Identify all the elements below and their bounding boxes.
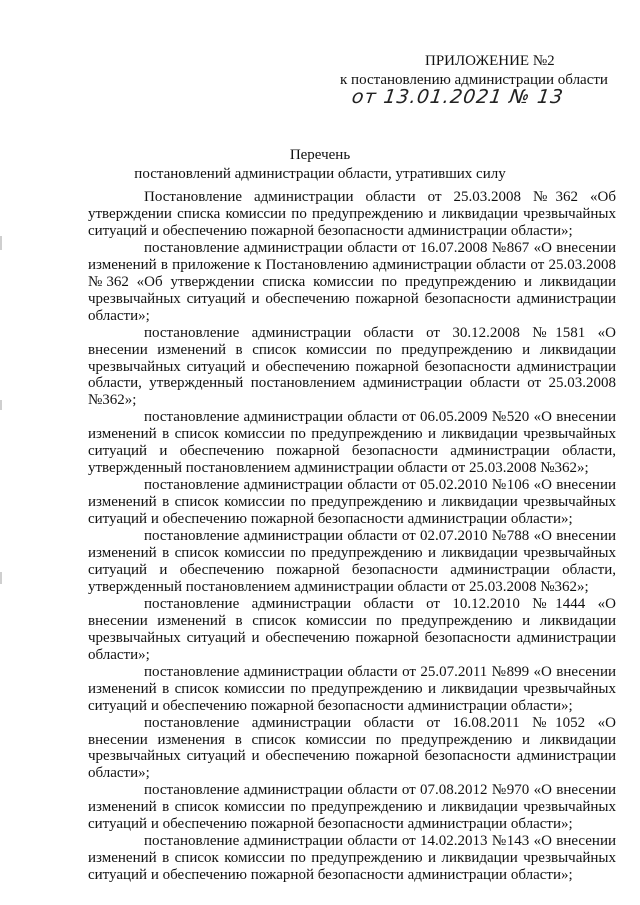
appendix-subtitle: к постановлению администрации области [340, 72, 608, 88]
heading-line-1: Перечень [289, 147, 351, 163]
scan-edge-mark [0, 236, 2, 250]
appendix-block [340, 52, 620, 90]
list-item: постановление администрации области от 25.07.2011 №899 «О внесении изменений в список комиссии по предупреждению и ликвидации чрезвычайных ситуаций и обеспечению пожарной безопасности администрации области»; [88, 663, 616, 714]
list-item: постановление администрации области от 14.02.2013 №143 «О внесении изменений в список комиссии по предупреждению и ликвидации чрезвычайных ситуаций и обеспечению пожарной безопасности администрации области»; [88, 833, 616, 884]
list-item: постановление администрации области от 02.07.2010 №788 «О внесении изменений в список комиссии по предупреждению и ликвидации чрезвычайных ситуаций и обеспечению пожарной безопасности администрации области, утвержденный постановлением администрации области от 25.03.2008 №362»; [88, 528, 616, 595]
list-item: постановление администрации области от 16.07.2008 №867 «О внесении изменений в приложение к Постановлению администрации области от 25.03.2008 №362 «Об утверждении списка комиссии по предупреждению и ликвидации чрезвычайных ситуаций и обеспечению пожарной безопасности администрации области»; [88, 239, 616, 324]
list-item: Постановление администрации области от 25.03.2008 №362 «Об утверждении списка комиссии по предупреждению и ликвидации чрезвычайных ситуаций и обеспечению пожарной безопасности администрации области»; [88, 189, 616, 239]
heading-line-2: постановлений администрации области, утративших силу [134, 166, 506, 182]
list-item: постановление администрации области от 30.12.2008 №1581 «О внесении изменений в список комиссии по предупреждению и ликвидации чрезвычайных ситуаций и обеспечению пожарной безопасности администрации области, утвержденный постановлением администрации области от 25.03.2008 №362»; [88, 324, 616, 409]
list-item: постановление администрации области от 05.02.2010 №106 «О внесении изменений в список комиссии по предупреждению и ликвидации чрезвычайных ситуаций и обеспечению пожарной безопасности администрации области»; [88, 477, 616, 528]
list-item: постановление администрации области от 10.12.2010 №1444 «О внесении изменений в список комиссии по предупреждению и ликвидации чрезвычайных ситуаций и обеспечению пожарной безопасности администрации области»; [88, 595, 616, 663]
list-item: постановление администрации области от 07.08.2012 №970 «О внесении изменений в список комиссии по предупреждению и ликвидации чрезвычайных ситуаций и обеспечению пожарной безопасности администрации области»; [88, 782, 616, 833]
scan-edge-mark [0, 572, 2, 584]
appendix-title: ПРИЛОЖЕНИЕ №2 [425, 53, 555, 69]
list-item: постановление администрации области от 06.05.2009 №520 «О внесении изменений в список комиссии по предупреждению и ликвидации чрезвычайных ситуаций и обеспечению пожарной безопасности администрации области, утвержденный постановлением администрации области от 25.03.2008 №362»; [88, 409, 616, 477]
scan-edge-mark [0, 400, 2, 410]
document-heading [60, 146, 580, 184]
document-body [88, 189, 616, 884]
handwritten-date-number: от 13.01.2021 № 13 [350, 86, 566, 108]
list-item: постановление администрации области от 16.08.2011 №1052 «О внесении изменения в список комиссии по предупреждению и ликвидации чрезвычайных ситуаций и обеспечению пожарной безопасности администрации области»; [88, 714, 616, 782]
